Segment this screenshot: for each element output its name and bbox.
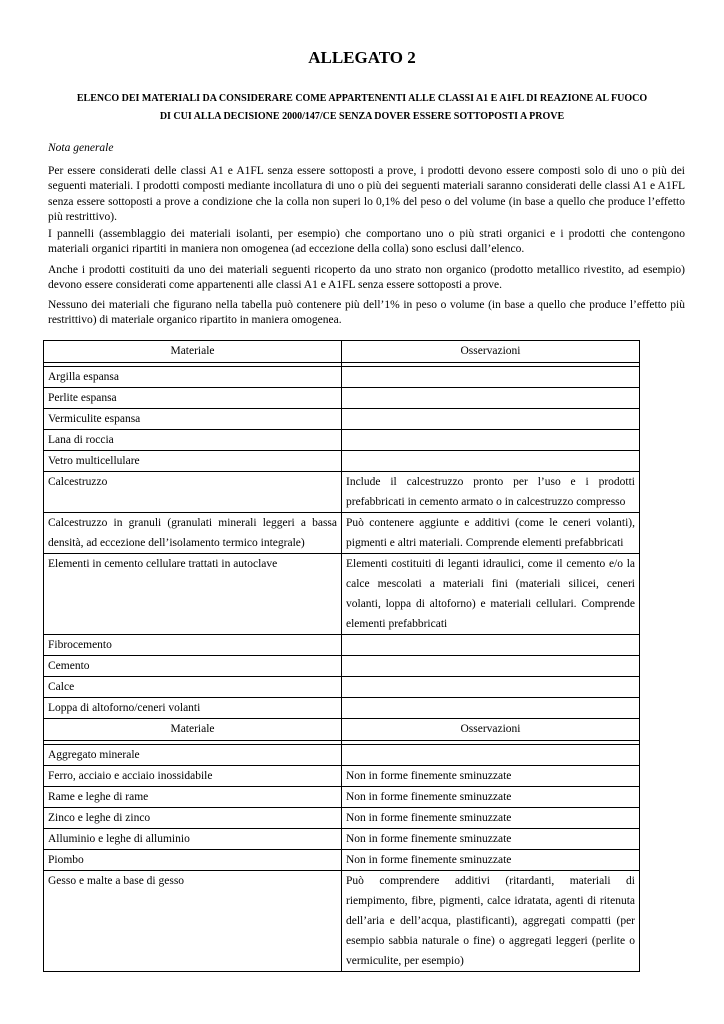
osservazioni-cell: Non in forme finemente sminuzzate — [342, 850, 640, 871]
osservazioni-cell — [342, 698, 640, 719]
table-row — [44, 472, 640, 513]
materiale-cell: Zinco e leghe di zinco — [44, 808, 342, 829]
table-row — [44, 656, 640, 677]
osservazioni-cell — [342, 656, 640, 677]
materiale-cell: Vermiculite espansa — [44, 409, 342, 430]
paragraph-1: Per essere considerati delle classi A1 e A1FL senza essere sottoposti a prove, i prodotti devono essere composti solo di uno o più dei seguenti materiali. I prodotti composti mediante incollatura di uno o più dei seguenti materiali saranno considerati delle classi A1 e A1FL senza essere sottoposti a prove a condizione che la colla non superi lo 0,1% del peso o del volume (in base a quello che produce l’effetto più restrittivo). — [48, 165, 685, 223]
document-subtitle — [40, 90, 684, 126]
table-row — [44, 554, 640, 635]
osservazioni-cell — [342, 388, 640, 409]
osservazioni-cell: Include il calcestruzzo pronto per l’uso e i prodotti prefabbricati in cemento armato o in calcestruzzo compresso — [342, 472, 640, 513]
table-row — [44, 451, 640, 472]
subtitle-line-1: ELENCO DEI MATERIALI DA CONSIDERARE COME APPARTENENTI ALLE CLASSI A1 E A1FL DI REAZIONE AL FUOCO — [76, 93, 648, 104]
materiale-cell: Ferro, acciaio e acciaio inossidabile — [44, 766, 342, 787]
osservazioni-cell: Non in forme finemente sminuzzate — [342, 787, 640, 808]
table-row — [44, 388, 640, 409]
subtitle-line-2: DI CUI ALLA DECISIONE 2000/147/CE SENZA DOVER ESSERE SOTTOPOSTI A PROVE — [159, 111, 565, 122]
column-header-materiale: Materiale — [44, 719, 342, 741]
osservazioni-cell — [342, 677, 640, 698]
materiale-cell: Argilla espansa — [44, 367, 342, 388]
osservazioni-cell — [342, 451, 640, 472]
table-row — [44, 745, 640, 766]
table-header-row-repeat — [44, 719, 640, 741]
table-row — [44, 677, 640, 698]
table-row — [44, 787, 640, 808]
materiale-cell: Loppa di altoforno/ceneri volanti — [44, 698, 342, 719]
materiale-cell: Calcestruzzo in granuli (granulati minerali leggeri a bassa densità, ad eccezione dell’isolamento termico integrale) — [44, 513, 342, 554]
osservazioni-cell: Non in forme finemente sminuzzate — [342, 829, 640, 850]
table-row — [44, 766, 640, 787]
column-header-materiale: Materiale — [44, 341, 342, 363]
materiale-cell: Alluminio e leghe di alluminio — [44, 829, 342, 850]
osservazioni-cell: Non in forme finemente sminuzzate — [342, 808, 640, 829]
table-row — [44, 430, 640, 451]
column-header-osservazioni: Osservazioni — [342, 341, 640, 363]
table-row — [44, 409, 640, 430]
osservazioni-cell: Può contenere aggiunte e additivi (come le ceneri volanti), pigmenti e altri materiali. Comprende elementi prefabbricati — [342, 513, 640, 554]
osservazioni-cell: Può comprendere additivi (ritardanti, materiali di riempimento, fibre, pigmenti, calce idratata, agenti di ritenuta dell’aria e dell’acqua, plastificanti), aggregati compatti (per esempio sabbia naturale o fine) o aggregati leggeri (perlite o vermiculite, per esempio) — [342, 871, 640, 972]
materiale-cell: Calcestruzzo — [44, 472, 342, 513]
column-header-osservazioni: Osservazioni — [342, 719, 640, 741]
materiale-cell: Aggregato minerale — [44, 745, 342, 766]
osservazioni-cell — [342, 430, 640, 451]
osservazioni-cell — [342, 409, 640, 430]
paragraph-4: Nessuno dei materiali che figurano nella tabella può contenere più dell’1% in peso o volume (in base a quello che produce l’effetto più restrittivo) di materiale organico ripartito in maniera omogenea. — [48, 299, 685, 327]
table-row — [44, 513, 640, 554]
materiale-cell: Calce — [44, 677, 342, 698]
osservazioni-cell — [342, 367, 640, 388]
materiale-cell: Piombo — [44, 850, 342, 871]
materiale-cell: Elementi in cemento cellulare trattati in autoclave — [44, 554, 342, 635]
osservazioni-cell: Elementi costituiti di leganti idraulici, come il cemento e/o la calce mescolati a materiali fini (materiali silicei, ceneri volanti, loppa di altoforno) e materiali cellulari. Comprende elementi prefabbricati — [342, 554, 640, 635]
table-row — [44, 850, 640, 871]
table-row — [44, 808, 640, 829]
materiale-cell: Perlite espansa — [44, 388, 342, 409]
osservazioni-cell: Non in forme finemente sminuzzate — [342, 766, 640, 787]
materiale-cell: Vetro multicellulare — [44, 451, 342, 472]
materials-table — [43, 340, 640, 972]
osservazioni-cell — [342, 745, 640, 766]
paragraph-3: Anche i prodotti costituiti da uno dei materiali seguenti ricoperto da uno strato non organico (prodotto metallico rivestito, ad esempio) devono essere considerati come appartenenti alle classi A1 e A1FL senza essere sottoposti a prove. — [48, 264, 685, 292]
materiale-cell: Lana di roccia — [44, 430, 342, 451]
table-row — [44, 829, 640, 850]
table-row — [44, 635, 640, 656]
table-header-row — [44, 341, 640, 363]
nota-generale-heading: Nota generale — [48, 142, 114, 154]
paragraph-2: I pannelli (assemblaggio dei materiali isolanti, per esempio) che comportano uno o più strati organici e i prodotti che contengono materiali organici ripartiti in maniera non omogenea (ad eccezione della colla) sono esclusi dall’elenco. — [48, 228, 685, 256]
materiale-cell: Gesso e malte a base di gesso — [44, 871, 342, 972]
materiale-cell: Cemento — [44, 656, 342, 677]
table-row — [44, 367, 640, 388]
materiale-cell: Fibrocemento — [44, 635, 342, 656]
table-row — [44, 698, 640, 719]
materiale-cell: Rame e leghe di rame — [44, 787, 342, 808]
page-title: ALLEGATO 2 — [308, 48, 416, 67]
osservazioni-cell — [342, 635, 640, 656]
table-row — [44, 871, 640, 972]
